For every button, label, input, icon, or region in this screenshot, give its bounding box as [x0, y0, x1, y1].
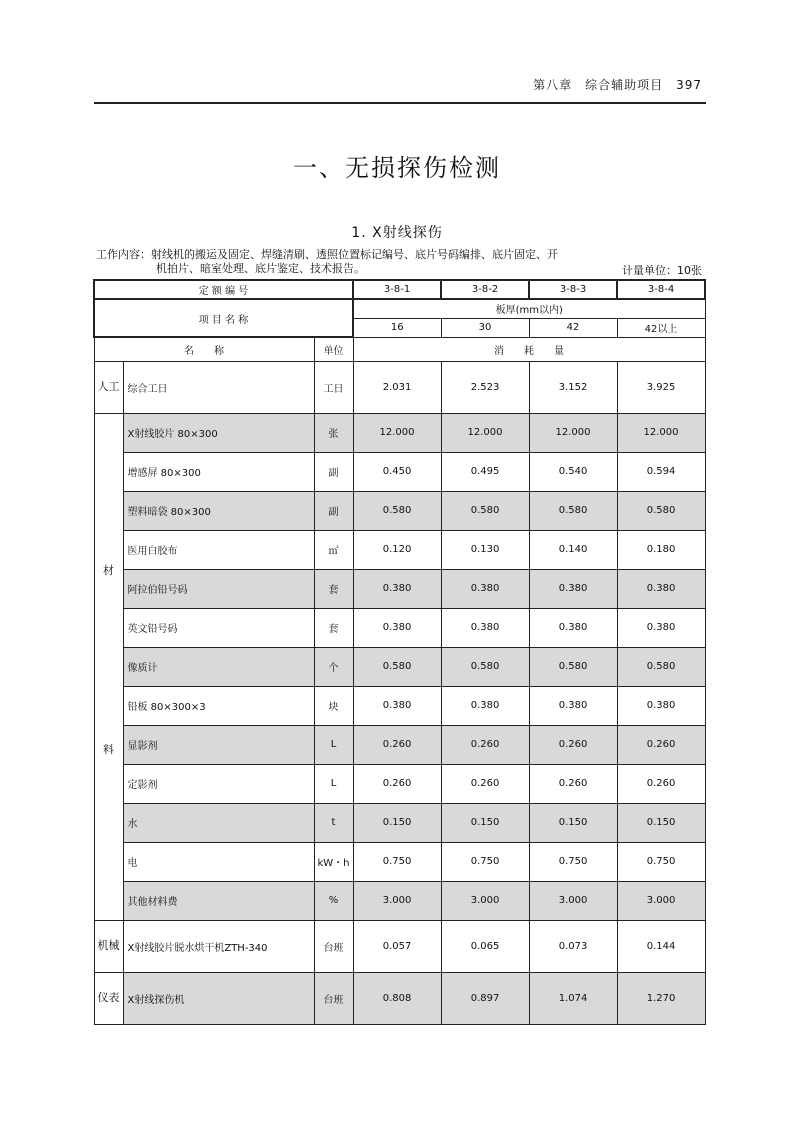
row-value: 0.260 [353, 764, 441, 803]
row-unit: 副 [314, 452, 353, 491]
row-value: 0.580 [353, 647, 441, 686]
row-value: 0.580 [617, 647, 705, 686]
column-header-row [94, 337, 705, 361]
row-value: 0.260 [529, 725, 617, 764]
row-value: 0.540 [529, 452, 617, 491]
row-name: 显影剂 [123, 725, 314, 764]
row-value: 0.380 [617, 686, 705, 725]
row-value: 0.150 [353, 803, 441, 842]
chapter-title: 一、无损探伤检测 [293, 154, 501, 182]
row-name: X射线胶片脱水烘干机ZTH-340 [123, 920, 314, 972]
row-value: 0.073 [529, 920, 617, 972]
row-name: 像质计 [123, 647, 314, 686]
unit-label: 计量单位：10张 [622, 264, 702, 277]
param-label: 板厚(mm以内) [353, 299, 705, 318]
row-name: 医用白胶布 [123, 530, 314, 569]
row-value: 0.495 [441, 452, 529, 491]
code-cell: 3-8-3 [529, 280, 617, 299]
work-content [96, 248, 708, 276]
work-content-line2: 机拍片、暗室处理、底片鉴定、技术报告。 [156, 262, 365, 275]
category-material-top: 材 [103, 563, 114, 577]
param-label-row [94, 299, 705, 318]
category-instrument: 仪表 [94, 972, 123, 1024]
row-value: 0.580 [353, 491, 441, 530]
row-name: X射线探伤机 [123, 972, 314, 1024]
row-value: 0.580 [617, 491, 705, 530]
row-unit: 块 [314, 686, 353, 725]
row-value: 1.074 [529, 972, 617, 1024]
row-value: 0.380 [529, 686, 617, 725]
row-name: X射线胶片 80×300 [123, 413, 314, 452]
category-material [94, 413, 123, 920]
table-row [94, 972, 705, 1024]
row-value: 0.380 [441, 608, 529, 647]
row-value: 0.380 [529, 608, 617, 647]
row-name: 阿拉伯铅号码 [123, 569, 314, 608]
item-name-label: 项 目 名 称 [94, 299, 353, 337]
row-unit: 台班 [314, 972, 353, 1024]
row-value: 0.260 [617, 725, 705, 764]
quota-table [93, 279, 706, 1025]
unit-column-header: 单位 [314, 337, 353, 361]
code-cell: 3-8-4 [617, 280, 705, 299]
row-unit: 副 [314, 491, 353, 530]
table-row [94, 530, 705, 569]
table-row [94, 413, 705, 452]
row-value: 12.000 [441, 413, 529, 452]
row-value: 0.260 [441, 725, 529, 764]
row-value: 2.523 [441, 361, 529, 413]
row-name: 综合工日 [123, 361, 314, 413]
row-value: 0.450 [353, 452, 441, 491]
row-value: 0.150 [441, 803, 529, 842]
row-value: 0.144 [617, 920, 705, 972]
category-material-bottom: 料 [103, 742, 114, 756]
table-row [94, 803, 705, 842]
code-cell: 3-8-1 [353, 280, 441, 299]
row-value: 0.750 [441, 842, 529, 881]
row-value: 0.580 [529, 647, 617, 686]
row-value: 0.180 [617, 530, 705, 569]
param-cell: 42 [529, 318, 617, 337]
row-value: 0.380 [529, 569, 617, 608]
row-value: 0.380 [617, 569, 705, 608]
row-value: 0.594 [617, 452, 705, 491]
row-value: 0.808 [353, 972, 441, 1024]
row-value: 0.750 [529, 842, 617, 881]
row-unit: 张 [314, 413, 353, 452]
table-row [94, 608, 705, 647]
code-cell: 3-8-2 [441, 280, 529, 299]
name-column-header: 名 称 [94, 337, 314, 361]
row-value: 0.150 [529, 803, 617, 842]
table-row [94, 725, 705, 764]
row-unit: 工日 [314, 361, 353, 413]
row-value: 0.580 [529, 491, 617, 530]
row-name: 其他材料费 [123, 881, 314, 920]
row-value: 0.130 [441, 530, 529, 569]
row-value: 3.000 [441, 881, 529, 920]
row-unit: t [314, 803, 353, 842]
row-unit: L [314, 725, 353, 764]
row-value: 0.897 [441, 972, 529, 1024]
header-text: 第八章 综合辅助项目 397 [533, 78, 702, 92]
row-name: 英文铅号码 [123, 608, 314, 647]
row-value: 0.580 [441, 491, 529, 530]
row-value: 0.380 [617, 608, 705, 647]
row-value: 0.065 [441, 920, 529, 972]
row-name: 电 [123, 842, 314, 881]
row-name: 增感屏 80×300 [123, 452, 314, 491]
row-unit: kW・h [314, 842, 353, 881]
row-value: 12.000 [353, 413, 441, 452]
row-value: 2.031 [353, 361, 441, 413]
table-row [94, 842, 705, 881]
row-value: 0.260 [529, 764, 617, 803]
row-value: 3.000 [353, 881, 441, 920]
param-cell: 16 [353, 318, 441, 337]
row-name: 水 [123, 803, 314, 842]
table-row [94, 764, 705, 803]
row-unit: 套 [314, 608, 353, 647]
row-value: 0.380 [353, 569, 441, 608]
row-value: 0.380 [441, 686, 529, 725]
row-value: 12.000 [617, 413, 705, 452]
row-name: 定影剂 [123, 764, 314, 803]
work-content-line1: 工作内容：射线机的搬运及固定、焊缝清刷、透照位置标记编号、底片号码编排、底片固定、开 [96, 248, 558, 261]
row-value: 3.000 [529, 881, 617, 920]
row-value: 0.260 [617, 764, 705, 803]
table-row [94, 686, 705, 725]
row-value: 0.750 [617, 842, 705, 881]
row-value: 0.140 [529, 530, 617, 569]
row-name: 铅板 80×300×3 [123, 686, 314, 725]
row-value: 0.380 [441, 569, 529, 608]
param-cell: 30 [441, 318, 529, 337]
consume-column-header: 消 耗 量 [353, 337, 705, 361]
table-row [94, 361, 705, 413]
page-header [94, 70, 706, 104]
row-unit: 套 [314, 569, 353, 608]
row-value: 1.270 [617, 972, 705, 1024]
row-value: 0.150 [617, 803, 705, 842]
row-value: 0.260 [353, 725, 441, 764]
row-value: 0.260 [441, 764, 529, 803]
param-cell: 42以上 [617, 318, 705, 337]
table-row [94, 569, 705, 608]
row-value: 0.380 [353, 608, 441, 647]
section-title: 1. X射线探伤 [351, 225, 443, 241]
row-unit: ㎡ [314, 530, 353, 569]
table-row [94, 920, 705, 972]
row-value: 0.057 [353, 920, 441, 972]
row-value: 3.152 [529, 361, 617, 413]
row-unit: % [314, 881, 353, 920]
code-label: 定 额 编 号 [94, 280, 353, 299]
table-row [94, 491, 705, 530]
row-unit: L [314, 764, 353, 803]
category-machine: 机械 [94, 920, 123, 972]
row-value: 0.120 [353, 530, 441, 569]
table-row [94, 647, 705, 686]
table-row [94, 881, 705, 920]
row-name: 塑料暗袋 80×300 [123, 491, 314, 530]
table-row [94, 452, 705, 491]
row-value: 12.000 [529, 413, 617, 452]
row-unit: 台班 [314, 920, 353, 972]
row-value: 3.000 [617, 881, 705, 920]
row-unit: 个 [314, 647, 353, 686]
row-value: 0.750 [353, 842, 441, 881]
row-value: 0.380 [353, 686, 441, 725]
category-labor: 人工 [94, 361, 123, 413]
row-value: 0.580 [441, 647, 529, 686]
row-value: 3.925 [617, 361, 705, 413]
code-row [94, 280, 705, 299]
